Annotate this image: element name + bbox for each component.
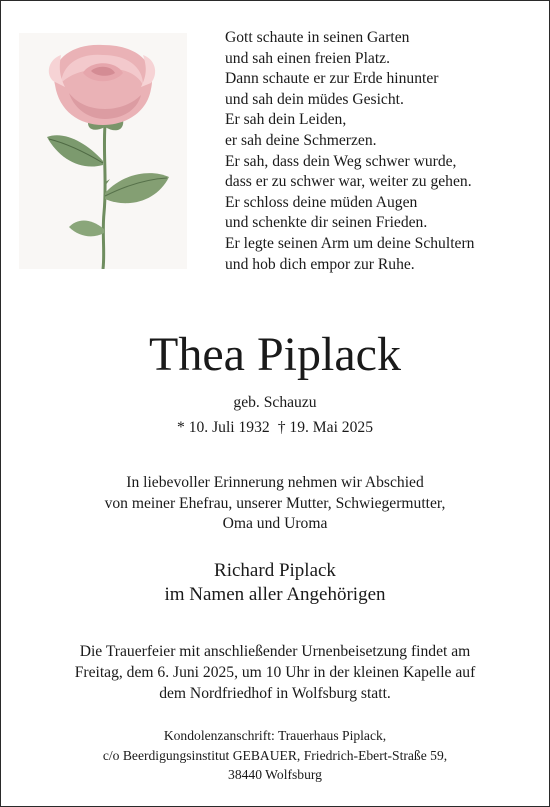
- poem-line: Gott schaute in seinen Garten: [225, 29, 410, 46]
- poem-line: Er schloss deine müden Augen: [225, 193, 418, 211]
- poem-line: Dann schaute er zur Erde hinunter: [225, 70, 439, 88]
- signers: [1, 559, 549, 607]
- poem-line: und sah einen freien Platz.: [225, 49, 390, 67]
- service-line: dem Nordfriedhof in Wolfsburg statt.: [159, 685, 391, 702]
- poem-line: und schenkte dir seinen Frieden.: [225, 214, 428, 232]
- service-line: Die Trauerfeier mit anschließender Urnenbeisetzung findet am: [79, 643, 471, 660]
- death-date: † 19. Mai 2025: [277, 419, 373, 436]
- farewell-text: [1, 473, 549, 535]
- contact-line: c/o Beerdigungsinstitut GEBAUER, Friedrich-Ebert-Straße 59,: [102, 747, 448, 763]
- contact-line: 38440 Wolfsburg: [228, 767, 322, 782]
- life-dates: [1, 418, 549, 438]
- funeral-service-info: [1, 641, 549, 704]
- poem-line: dass er zu schwer war, weiter zu gehen.: [225, 173, 472, 191]
- rose-illustration: [19, 33, 187, 269]
- service-line: Freitag, dem 6. Juni 2025, um 10 Uhr in der kleinen Kapelle auf: [74, 664, 476, 681]
- poem-line: und hob dich empor zur Ruhe.: [225, 255, 415, 273]
- poem-line: er sah deine Schmerzen.: [225, 131, 377, 149]
- poem-line: Er legte seinen Arm um deine Schultern: [225, 234, 475, 252]
- deceased-name: Thea Piplack: [149, 328, 401, 381]
- farewell-line: In liebevoller Erinnerung nehmen wir Abschied: [126, 474, 424, 491]
- condolence-address: [1, 726, 549, 785]
- contact-line: Kondolenzanschrift: Trauerhaus Piplack,: [163, 728, 387, 743]
- poem-line: Er sah, dass dein Weg schwer wurde,: [225, 152, 457, 170]
- farewell-line: von meiner Ehefrau, unserer Mutter, Schwiegermutter,: [104, 494, 446, 512]
- birth-name: geb. Schauzu: [233, 394, 317, 411]
- signer-name: Richard Piplack: [214, 560, 336, 581]
- poem-line: Er sah dein Leiden,: [225, 111, 347, 129]
- farewell-line: Oma und Uroma: [222, 515, 328, 533]
- poem-line: und sah dein müdes Gesicht.: [225, 90, 404, 108]
- poem: [225, 28, 525, 275]
- signer-note: im Namen aller Angehörigen: [164, 584, 386, 605]
- birth-date: * 10. Juli 1932: [177, 419, 270, 436]
